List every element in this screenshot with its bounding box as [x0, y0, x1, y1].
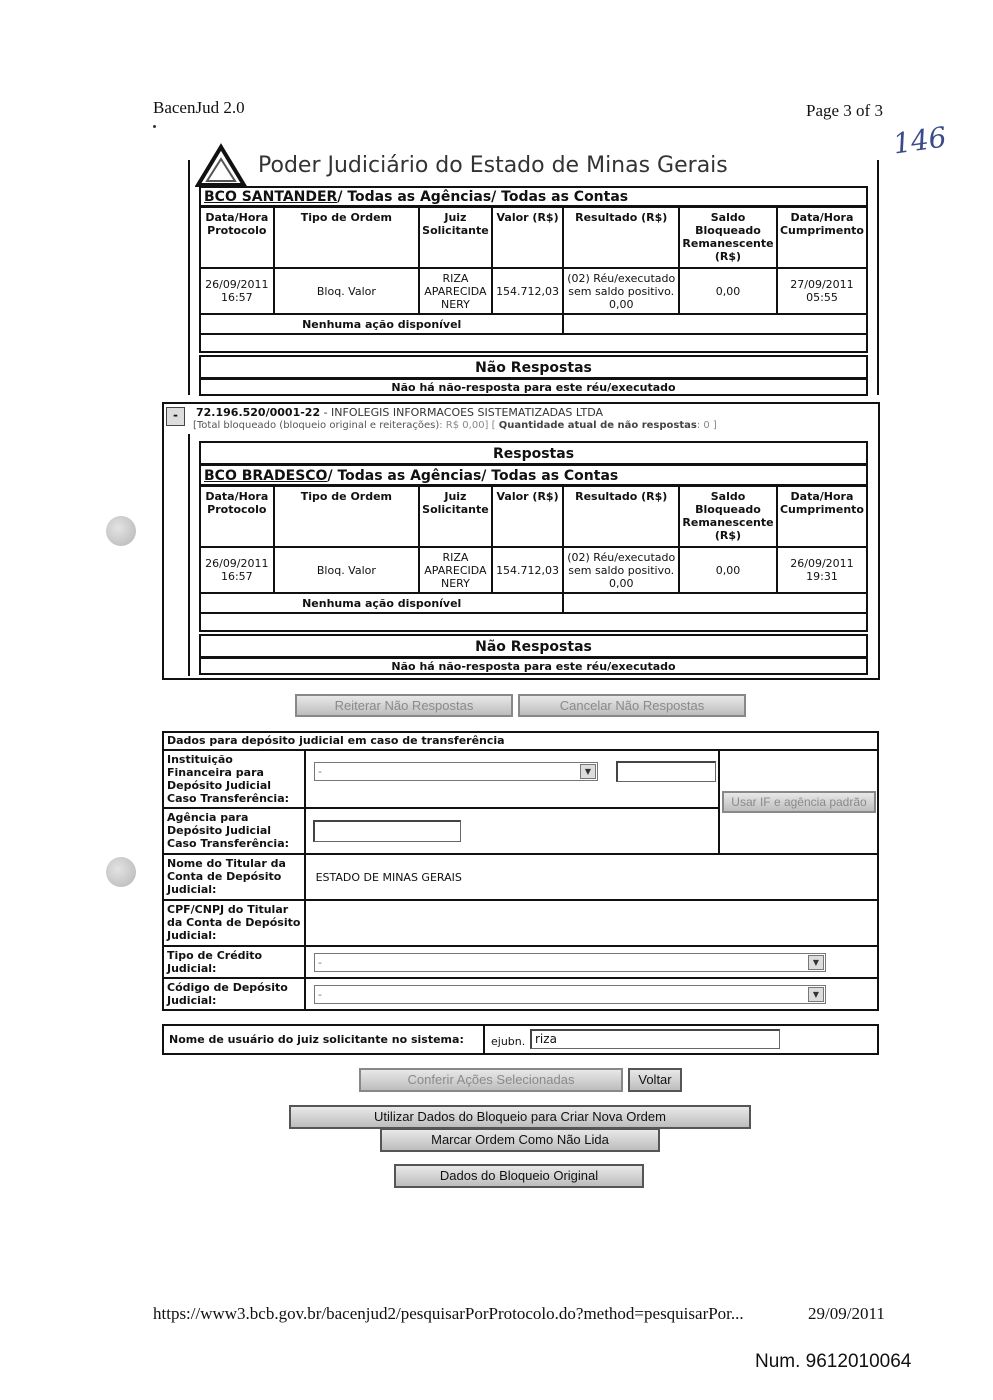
- col-header: Data/Hora Cumprimento: [777, 486, 867, 547]
- table-cell: 154.712,03: [492, 547, 564, 593]
- bradesco-table: [199, 485, 868, 632]
- table-cell: 27/09/2011 05:55: [777, 268, 867, 314]
- bank-name: BCO SANTANDER: [204, 189, 338, 205]
- handwritten-page-number: 146: [890, 120, 949, 161]
- conferir-button[interactable]: Conferir Ações Selecionadas: [359, 1068, 623, 1092]
- table-cell: 26/09/2011 19:31: [777, 547, 867, 593]
- col-header: Saldo Bloqueado Remanescente (R$): [679, 486, 777, 547]
- user-label: Nome de usuário do juiz solicitante no sistema:: [169, 1033, 464, 1046]
- spacer-row: [200, 334, 867, 352]
- bank-header-bradesco: [199, 464, 868, 486]
- instituicao-code-input[interactable]: [616, 761, 716, 782]
- entity-name: - INFOLEGIS INFORMACOES SISTEMATIZADAS LTDA: [323, 406, 604, 419]
- responses-title: Respostas: [199, 441, 868, 465]
- page-number: Page 3 of 3: [806, 101, 883, 120]
- user-row-divider: [483, 1024, 485, 1055]
- col-header: Juiz Solicitante: [419, 207, 492, 268]
- table-cell: 26/09/2011 16:57: [200, 268, 274, 314]
- table-cell: 154.712,03: [492, 268, 564, 314]
- col-header: Tipo de Ordem: [274, 207, 420, 268]
- table-cell: RIZA APARECIDA NERY: [419, 268, 492, 314]
- footer-date: 29/09/2011: [808, 1304, 885, 1323]
- col-header: Valor (R$): [492, 207, 564, 268]
- table-cell: RIZA APARECIDA NERY: [419, 547, 492, 593]
- table-cell: 0,00: [679, 547, 777, 593]
- no-responses-text: Não há não-resposta para este réu/executado: [199, 378, 868, 396]
- frame-right-line: [877, 160, 879, 395]
- codigo-select[interactable]: [314, 985, 826, 1004]
- col-header: Juiz Solicitante: [419, 486, 492, 547]
- spacer-row: [200, 613, 867, 631]
- col-header: Tipo de Ordem: [274, 486, 420, 547]
- dot-mark: [153, 125, 156, 128]
- original-button[interactable]: Dados do Bloqueio Original: [394, 1164, 644, 1188]
- col-header: Saldo Bloqueado Remanescente (R$): [679, 207, 777, 268]
- codigo-select-value: -: [318, 988, 322, 1001]
- voltar-button[interactable]: Voltar: [628, 1068, 682, 1092]
- punch-hole: [106, 516, 136, 546]
- no-action-text: Nenhuma ação disponível: [200, 314, 563, 334]
- col-header: Data/Hora Protocolo: [200, 207, 274, 268]
- punch-hole: [106, 857, 136, 887]
- block2-left-line: [188, 434, 190, 676]
- cpf-label: CPF/CNPJ do Titular da Conta de Depósito Judicial:: [163, 900, 305, 946]
- codigo-label: Código de Depósito Judicial:: [163, 978, 305, 1010]
- instituicao-select[interactable]: [314, 762, 598, 781]
- table-cell: 26/09/2011 16:57: [200, 547, 274, 593]
- user-input[interactable]: riza: [530, 1029, 780, 1049]
- court-logo-icon: [195, 143, 247, 189]
- total-value: : R$ 0,00] [: [439, 420, 496, 431]
- bank-name: BCO BRADESCO: [204, 468, 328, 484]
- nome-titular-label: Nome do Titular da Conta de Depósito Judicial:: [163, 854, 305, 900]
- collapse-toggle[interactable]: -: [166, 407, 185, 426]
- reiterar-button[interactable]: Reiterar Não Respostas: [295, 694, 513, 717]
- tipo-credito-select[interactable]: [314, 953, 826, 972]
- no-action-text: Nenhuma ação disponível: [200, 593, 563, 613]
- app-name: BacenJud 2.0: [153, 98, 245, 117]
- table-cell: (02) Réu/executado sem saldo positivo. 0,00: [563, 268, 679, 314]
- total-label: [Total bloqueado (bloqueio original e reiterações): [193, 420, 440, 431]
- col-header: Resultado (R$): [563, 486, 679, 547]
- santander-table: [199, 206, 868, 353]
- no-responses-title: Não Respostas: [199, 634, 868, 658]
- banner-title: Poder Judiciário do Estado de Minas Gerais: [258, 153, 728, 178]
- entity-totals: [193, 420, 717, 431]
- entity-cnpj: 72.196.520/0001-22: [196, 406, 321, 419]
- table-cell: Bloq. Valor: [274, 547, 420, 593]
- cpf-value: [305, 900, 878, 946]
- tipo-credito-label: Tipo de Crédito Judicial:: [163, 946, 305, 978]
- chevron-down-icon: ▼: [808, 955, 824, 970]
- col-header: Data/Hora Protocolo: [200, 486, 274, 547]
- nome-titular-value: ESTADO DE MINAS GERAIS: [305, 854, 878, 900]
- usar-if-button[interactable]: Usar IF e agência padrão: [722, 791, 876, 813]
- chevron-down-icon: ▼: [808, 987, 824, 1002]
- instituicao-select-value: -: [318, 765, 322, 778]
- pending-label: Quantidade atual de não respostas: [498, 420, 697, 431]
- instituicao-label: Instituição Financeira para Depósito Judicial Caso Transferência:: [163, 750, 305, 808]
- frame-left-line: [188, 160, 190, 395]
- col-header: Valor (R$): [492, 486, 564, 547]
- col-header: Data/Hora Cumprimento: [777, 207, 867, 268]
- nova-ordem-button[interactable]: Utilizar Dados do Bloqueio para Criar Nova Ordem: [289, 1105, 751, 1129]
- bank-suffix: / Todas as Agências/ Todas as Contas: [337, 189, 629, 205]
- agencia-label: Agência para Depósito Judicial Caso Transferência:: [163, 808, 305, 854]
- table-cell: Bloq. Valor: [274, 268, 420, 314]
- table-cell: (02) Réu/executado sem saldo positivo. 0,00: [563, 547, 679, 593]
- cancelar-button[interactable]: Cancelar Não Respostas: [518, 694, 746, 717]
- col-header: Resultado (R$): [563, 207, 679, 268]
- user-prefix: ejubn.: [491, 1035, 526, 1048]
- no-responses-title: Não Respostas: [199, 355, 868, 379]
- bank-suffix: / Todas as Agências/ Todas as Contas: [327, 468, 619, 484]
- empty-action-cell: [563, 593, 867, 613]
- nao-lida-button[interactable]: Marcar Ordem Como Não Lida: [380, 1128, 660, 1152]
- deposit-title: Dados para depósito judicial em caso de transferência: [163, 732, 878, 750]
- footer-url: https://www3.bcb.gov.br/bacenjud2/pesquisarPorProtocolo.do?method=pesquisarPor...: [153, 1304, 744, 1323]
- bank-header-santander: [199, 186, 868, 207]
- empty-action-cell: [563, 314, 867, 334]
- document-number-stamp: Num. 9612010064: [755, 1351, 912, 1372]
- table-cell: 0,00: [679, 268, 777, 314]
- agencia-input[interactable]: [313, 820, 461, 842]
- chevron-down-icon: ▼: [580, 764, 596, 779]
- no-responses-text: Não há não-resposta para este réu/executado: [199, 657, 868, 675]
- tipo-credito-select-value: -: [318, 956, 322, 969]
- entity-line: [196, 406, 603, 419]
- pending-value: : 0 ]: [696, 420, 717, 431]
